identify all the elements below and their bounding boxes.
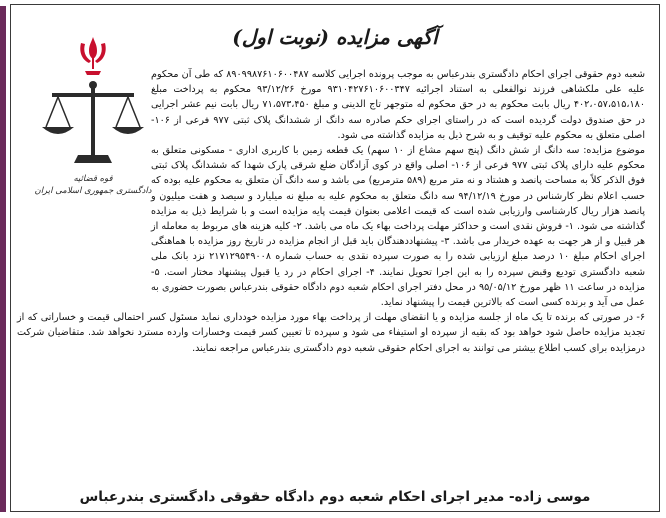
left-accent-bar: [0, 6, 6, 512]
notice-title: آگهی مزایده (نوبت اول): [232, 25, 438, 49]
notice-body: [17, 67, 645, 356]
notice-paragraph-intro: شعبه دوم حقوقی اجرای احکام دادگستری بندرعباس به موجب پرونده اجرایی کلاسه ۸۹۰۹۹۸۷۶۱۰۶۰۰۴۸۷ که طی آن محکوم علیه علی ملکشاهی فرزند نوالفعلی به استناد اجرائیه ۹۳۱۰۴۲۷۶۱۰۶۰۰۳۴۷ مورخ ۹۳/۱۲/۲۶ محکوم به پرداخت مبلغ ۴۰۲،۰۵۷،۵۱۵،۱۸۰ ریال بابت محکوم به در حق محکوم له متوجهر تاج الدینی و مبلغ ۷۱،۵۷۳،۴۵۰ ریال بابت نیم عشر اجرایی در حق صندوق دولت گردیده است که در راستای اجرای حکم صادره سه دانگ از ششدانگ پلاک ثبتی ۹۷۷ فرعی از ۱۰۶- اصلی متعلق به محکوم علیه توقیف و به شرح ذیل به مزایده گذاشته می شود.: [151, 69, 646, 141]
notice-paragraph-subject: موضوع مزایده: سه دانگ از شش دانگ (پنج سهم مشاع از ۱۰ سهم) یک قطعه زمین با کاربری اداری - مسکونی متعلق به محکوم علیه دارای پلاک ثبتی ۹۷۷ فرعی از ۱۰۶- اصلی واقع در کوی آزادگان ضلع شرقی پارک شهدا که ششدانگ پلاک ثبتی فوق الذکر کلاً به مساحت پانصد و هشتاد و نه متر مربع (۵۸۹ مترمربع) می باشد و سه دانگ آن متعلق به محکوم علیه بوده که حسب اعلام نظر کارشناس در مورخ ۹۴/۱۲/۱۹ سه دانگ متعلق به محکوم علیه به مبلغ نه میلیارد و سیصد و هفت میلیون و پانصد هزار ریال کارشناسی وارزیابی شده است که قیمت اعلامی بعنوان قیمت پایه مزایده است و با شرایط ذیل به مزایده گذاشته می شود. ۱- فروش نقدی است و حداکثر مهلت پرداخت بهاء یک ماه می باشد. ۲- کلیه هزینه های مربوط به معامله از هر قبیل و از هر جهت به عهده خریدار می باشد. ۳- پیشنهاددهندگان باید قبل از انجام مزایده در تاریخ روز مزایده با هماهنگی اجرای احکام مبلغ ۱۰ درصد مبلغ ارزیابی شده را به صورت سپرده نقدی به حساب شماره ۲۱۷۱۲۹۵۴۹۰۰۸ نزد بانک ملی شعبه دادگستری تودیع وقبض سپرده را به این اجرا تحویل نمایند. ۴- اجرای احکام در رد یا قبول پیشنهاد مختار است. ۵- مزایده در ساعت ۱۱ ظهر مورخ ۹۵/۰۵/۱۲ در محل دفتر اجرای احکام شعبه دوم دادگاه حقوقی بندرعباس بصورت حضوری به عمل می آید و برنده کسی است که بالاترین قیمت را پیشنهاد نماید.: [151, 145, 646, 309]
notice-paragraph-conditions: ۶- در صورتی که برنده تا یک ماه از جلسه مزایده و یا انقضای مهلت از پرداخت بهاء مورد مزایده خودداری نماید مسئول کسر احتمالی قیمت و خساراتی که از تجدید مزایده حاصل شود خواهد بود که بقیه از سپرده او استیفاء می شود و سپرده تا تعیین کسر قیمت وخسارات وارده مسترد نخواهد شد. متقاضیان شرکت درمزایده برای کسب اطلاع بیشتر می توانند به اجرای احکام حقوقی شعبه دوم دادگستری بندرعباس مراجعه نمایند.: [17, 312, 645, 354]
notice-frame: [10, 4, 660, 512]
emblem-caption-judiciary: قوه قضائیه: [73, 174, 113, 184]
notice-signature: موسی زاده- مدیر اجرای احکام شعبه دوم دادگاه حقوقی دادگستری بندرعباس: [79, 489, 591, 505]
emblem-caption-justice-dept: دادگستری جمهوری اسلامی ایران: [34, 186, 152, 196]
